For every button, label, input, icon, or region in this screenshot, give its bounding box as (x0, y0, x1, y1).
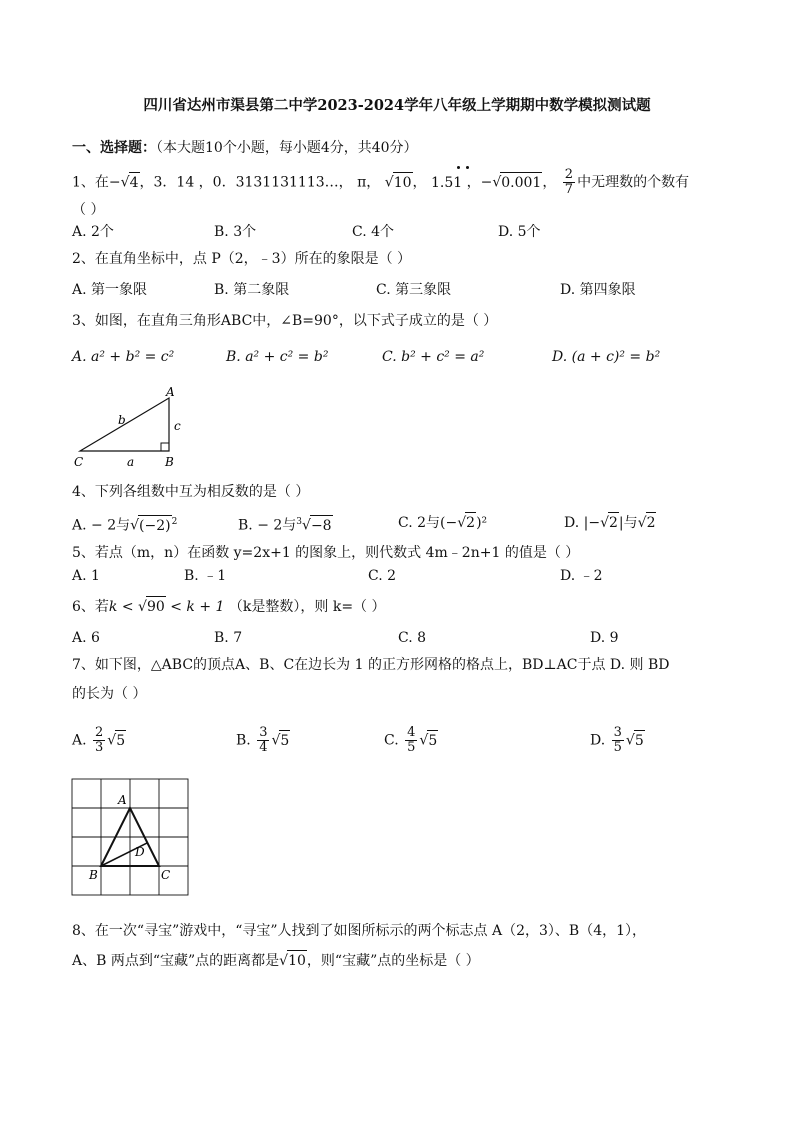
question-6-stem: 6、若k < √90 < k + 1 （k是整数），则 k=（ ） (72, 596, 386, 617)
q1-option-a: A. 2个 (72, 224, 114, 240)
question-2-stem: 2、在直角坐标中，点 P（2，﹣3）所在的象限是（ ） (72, 251, 412, 267)
q5-option-b: B. ﹣1 (184, 568, 227, 584)
q8-radicand: 10 (287, 950, 307, 971)
q4-c-prefix: C. 2与(− (398, 515, 458, 531)
grid-triangle-figure (68, 776, 192, 898)
q1-text-c: ， (412, 174, 427, 191)
q7-a-rad: 5 (115, 730, 126, 751)
q7-d-den: 5 (613, 740, 622, 755)
q6-option-b: B. 7 (214, 630, 243, 646)
q7-c-rad: 5 (427, 730, 438, 751)
q6-radicand: 90 (146, 596, 166, 617)
q3-option-a: A. a² + b² = c² (72, 349, 175, 365)
q6-option-a: A. 6 (72, 630, 100, 646)
q7-option-b: B. $\frac{3}{4}$ √5 (236, 725, 290, 755)
q4-b-radicand: −8 (310, 515, 333, 536)
repeating-dot-1 (457, 166, 460, 169)
q1-option-c: C. 4个 (352, 224, 395, 240)
q4-option-d: D. |−√2|与√2 (564, 512, 656, 533)
q4-option-c: C. 2与(−√2)² (398, 512, 487, 533)
q1-text-d: ，− (466, 174, 493, 191)
q4-b-root-index: 3 (296, 517, 303, 527)
q1-option-b: B. 3个 (214, 224, 257, 240)
q1-text-f: 中无理数的个数有 (577, 174, 690, 191)
side-a-label: a (127, 455, 135, 469)
q2-option-a: A. 第一象限 (72, 282, 148, 298)
q4-c-suffix: )² (476, 515, 488, 531)
question-5-stem: 5、若点（m，n）在函数 y=2x+1 的图象上，则代数式 4m﹣2n+1 的值是（ ） (72, 545, 580, 561)
q4-c-radicand: 2 (465, 512, 476, 533)
q7-option-c: C. $\frac{4}{5}$ √5 (384, 725, 438, 755)
q4-option-b: B. − 2与$^3$√−8 (238, 512, 333, 536)
grid-vertex-a-label: A (118, 793, 127, 807)
q7-option-a: A. $\frac{2}{3}$ √5 (72, 725, 126, 755)
side-c-label: c (174, 419, 181, 433)
q7-d-num: 3 (613, 725, 622, 740)
q1-repeating-decimal: 1.51 (430, 174, 463, 191)
right-angle-mark (161, 443, 169, 451)
q3-option-b: B. a² + c² = b² (226, 349, 329, 365)
grid-vertex-b-label: B (89, 868, 98, 882)
q6-prefix: 6、若 (72, 599, 109, 615)
q4-option-a: A. − 2与$√(-2)^2$ (72, 512, 177, 536)
q1-text-e: ， (542, 174, 557, 191)
vertex-b-label: B (165, 455, 174, 469)
q7-d-label: D. (590, 732, 606, 749)
vertex-c-label: C (74, 455, 84, 469)
q7-b-num: 3 (259, 725, 268, 740)
q7-c-num: 4 (407, 725, 416, 740)
q6-option-c: C. 8 (398, 630, 427, 646)
q5-option-d: D. ﹣2 (560, 568, 603, 584)
q4-a-prefix: A. − 2与 (72, 517, 131, 534)
repeating-dot-2 (466, 166, 469, 169)
q2-option-d: D. 第四象限 (560, 282, 636, 298)
question-4-stem: 4、下列各组数中互为相反数的是（ ） (72, 484, 310, 500)
q3-option-c: C. b² + c² = a² (382, 349, 485, 365)
q7-b-den: 4 (259, 740, 268, 755)
q4-d-radicand: 2 (608, 512, 619, 533)
section-label: 一、选择题： (72, 140, 156, 156)
q2-option-c: C. 第三象限 (376, 282, 452, 298)
q5-option-c: C. 2 (368, 568, 397, 584)
q3-option-d: D. (a + c)² = b² (552, 349, 661, 365)
question-7-stem-line1: 7、如下图，△ABC的顶点A、B、C在边长为 1 的正方形网格的格点上，BD⊥AC于点 D. 则 BD (72, 657, 670, 673)
vertex-a-label: A (166, 385, 175, 399)
q1-option-d: D. 5个 (498, 224, 541, 240)
q1-rad-3: 0.001 (500, 172, 542, 193)
section-note: （本大题10个小题，每小题4分，共40分） (156, 140, 418, 156)
q7-c-label: C. (384, 732, 399, 749)
q7-a-label: A. (72, 732, 87, 749)
side-b-label: b (118, 413, 126, 427)
q7-option-d: D. $\frac{3}{5}$ √5 (590, 725, 644, 755)
question-8-stem-line1: 8、在一次“寻宝”游戏中，“寻宝”人找到了如图所标示的两个标志点 A（2，3）、B（4，1）， (72, 923, 647, 939)
q7-c-den: 5 (407, 740, 416, 755)
q6-ineq-right: < k + 1 (165, 599, 225, 615)
section-heading (72, 138, 418, 158)
q4-d-radicand-2: 2 (646, 512, 657, 533)
q7-c-frac (405, 726, 417, 755)
q1-rad-1: 4 (129, 172, 140, 193)
q7-b-frac (257, 726, 269, 755)
right-triangle-figure (70, 384, 190, 470)
q8-prefix: A、B 两点到“宝藏”点的距离都是 (72, 953, 280, 969)
q6-option-d: D. 9 (590, 630, 619, 646)
q1-fraction (563, 168, 575, 197)
q1-text-a: 1、在 (72, 174, 109, 191)
q6-ineq-left: k < (108, 599, 139, 615)
q8-suffix: ，则“宝藏”点的坐标是（ ） (306, 953, 480, 969)
q7-a-frac (93, 726, 105, 755)
q7-b-rad: 5 (279, 730, 290, 751)
q2-option-b: B. 第二象限 (214, 282, 290, 298)
q7-d-rad: 5 (634, 730, 645, 751)
grid-vertex-c-label: C (161, 868, 171, 882)
q1-frac-den: 7 (564, 182, 574, 197)
q7-a-den: 3 (95, 740, 104, 755)
page-title: 四川省达州市渠县第二中学2023-2024学年八年级上学期期中数学模拟测试题 (143, 97, 651, 114)
q7-a-num: 2 (95, 725, 104, 740)
q7-d-frac (612, 726, 624, 755)
q1-text-b: ，3．14 ，0．3131131113…， π， (139, 174, 381, 191)
q1-frac-num: 2 (564, 167, 574, 182)
q4-d-mid: |与 (618, 515, 638, 531)
q4-b-prefix: B. − 2与 (238, 517, 297, 534)
question-8-stem-line2: A、B 两点到“宝藏”点的距离都是√10，则“宝藏”点的坐标是（ ） (72, 950, 480, 971)
q7-b-label: B. (236, 732, 251, 749)
q1-rad-2: 10 (393, 172, 413, 193)
q1-answer-paren: （ ） (72, 202, 105, 218)
question-7-stem-line2: 的长为（ ） (72, 686, 147, 702)
question-3-stem: 3、如图，在直角三角形ABC中，∠B=90°，以下式子成立的是（ ） (72, 313, 498, 329)
q4-a-radicand: (−2) (138, 515, 172, 536)
q4-d-prefix: D. |− (564, 515, 601, 531)
q5-option-a: A. 1 (72, 568, 100, 584)
q1-neg: − (108, 174, 121, 191)
grid-point-d-label: D (135, 845, 145, 859)
q6-suffix: （k是整数），则 k=（ ） (228, 599, 386, 615)
question-1-stem: 1、在−√4，3．14 ，0．3131131113…， π， √10， 1.51 ，−√0.001， $\frac{2}{7}$ 中无理数的个数有 (72, 167, 690, 197)
